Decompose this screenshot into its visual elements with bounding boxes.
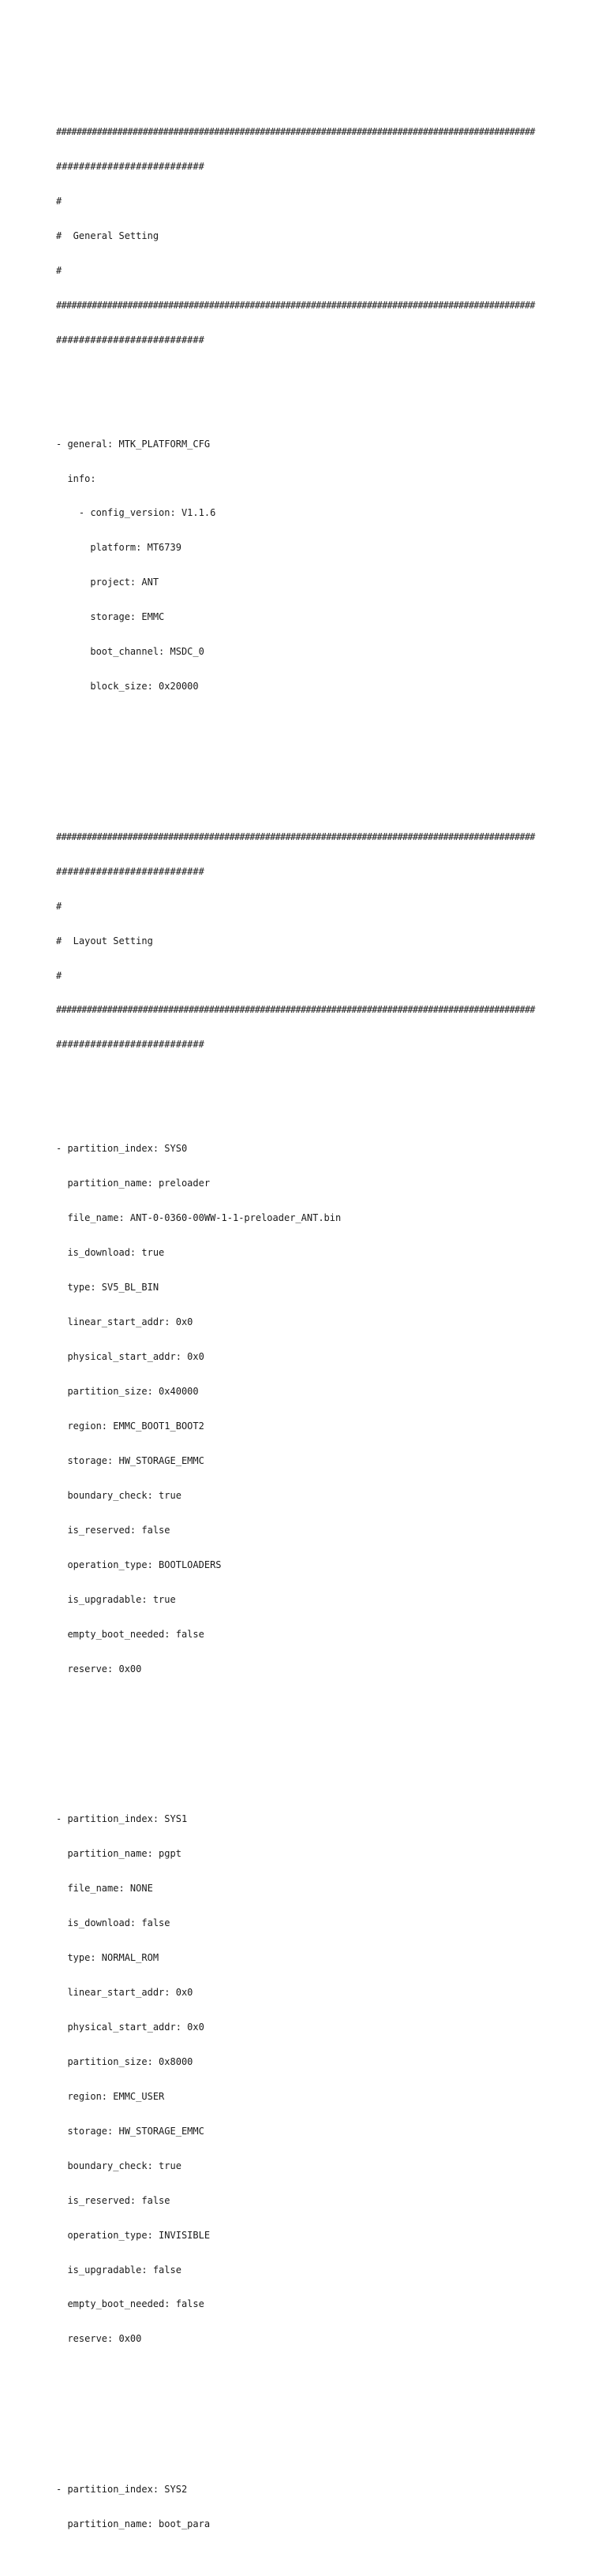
partition-line: operation_type: INVISIBLE <box>56 2229 211 2241</box>
hash-rule: ############################################################################################## <box>56 1004 535 1016</box>
scatter-file-document <box>56 57 600 2576</box>
hash-rule: ########################## <box>56 160 204 172</box>
hash-rule: ############################################################################################## <box>56 299 535 311</box>
partition-line: empty_boot_needed: false <box>56 2298 204 2310</box>
general-config-block <box>56 415 600 715</box>
blank-line <box>56 2402 600 2414</box>
partition-line: linear_start_addr: 0x0 <box>56 1986 193 1998</box>
hash-rule: ############################################################################################## <box>56 831 535 842</box>
partition-line: linear_start_addr: 0x0 <box>56 1316 193 1328</box>
comment-hash: # <box>56 900 62 912</box>
partition-line: partition_name: boot_para <box>56 2518 211 2529</box>
hash-rule: ############################################################################################## <box>56 125 535 137</box>
config-line: - general: MTK_PLATFORM_CFG <box>56 438 211 450</box>
hash-rule: ########################## <box>56 334 204 345</box>
layout-setting-banner <box>56 808 600 1073</box>
partition-line: type: NORMAL_ROM <box>56 1951 159 1963</box>
config-line: storage: EMMC <box>56 611 165 623</box>
partition-line: operation_type: BOOTLOADERS <box>56 1559 222 1570</box>
partition-line: storage: HW_STORAGE_EMMC <box>56 2125 204 2137</box>
partition-line: partition_size: 0x40000 <box>56 1386 199 1397</box>
partition-line: - partition_index: SYS2 <box>56 2483 188 2495</box>
partition-line: type: SV5_BL_BIN <box>56 1282 159 1294</box>
comment-hash: # <box>56 969 62 981</box>
partition-line: file_name: ANT-0-0360-00WW-1-1-preloader_ANT.bin <box>56 1212 342 1224</box>
partition-line: - partition_index: SYS0 <box>56 1143 188 1155</box>
partition-line: is_reserved: false <box>56 2194 170 2206</box>
partition-line: physical_start_addr: 0x0 <box>56 1351 204 1363</box>
partition-entry-sys0 <box>56 1120 600 1698</box>
partition-line: empty_boot_needed: false <box>56 1628 204 1640</box>
section-heading: # Layout Setting <box>56 935 153 946</box>
partition-line: boundary_check: true <box>56 2160 181 2171</box>
partition-line: - partition_index: SYS1 <box>56 1813 188 1825</box>
partition-entry-sys2 <box>56 2461 600 2553</box>
partition-line: file_name: NONE <box>56 1883 153 1895</box>
partition-line: is_download: false <box>56 1917 170 1928</box>
section-heading: # General Setting <box>56 230 159 241</box>
partition-line: is_reserved: false <box>56 1524 170 1536</box>
blank-line <box>56 1733 600 1745</box>
partition-line: boundary_check: true <box>56 1489 181 1501</box>
hash-rule: ########################## <box>56 1039 204 1051</box>
partition-line: partition_name: pgpt <box>56 1848 181 1860</box>
partition-line: reserve: 0x00 <box>56 1663 142 1674</box>
partition-line: is_download: true <box>56 1247 165 1259</box>
partition-line: region: EMMC_BOOT1_BOOT2 <box>56 1420 204 1432</box>
config-line: info: <box>56 472 96 484</box>
partition-line: partition_name: preloader <box>56 1178 211 1189</box>
partition-line: physical_start_addr: 0x0 <box>56 2021 204 2033</box>
partition-line: storage: HW_STORAGE_EMMC <box>56 1454 204 1466</box>
config-line: block_size: 0x20000 <box>56 681 199 693</box>
comment-hash: # <box>56 195 62 207</box>
hash-rule: ########################## <box>56 865 204 877</box>
blank-line <box>56 750 600 762</box>
comment-hash: # <box>56 264 62 276</box>
partition-line: reserve: 0x00 <box>56 2333 142 2345</box>
config-line: boot_channel: MSDC_0 <box>56 646 204 658</box>
partition-line: is_upgradable: false <box>56 2264 181 2275</box>
config-line: - config_version: V1.1.6 <box>56 507 216 519</box>
general-setting-banner <box>56 103 600 369</box>
partition-line: is_upgradable: true <box>56 1593 176 1605</box>
partition-line: region: EMMC_USER <box>56 2090 165 2102</box>
config-line: platform: MT6739 <box>56 542 181 554</box>
partition-line: partition_size: 0x8000 <box>56 2055 193 2067</box>
config-line: project: ANT <box>56 577 159 588</box>
partition-entry-sys1 <box>56 1790 600 2369</box>
